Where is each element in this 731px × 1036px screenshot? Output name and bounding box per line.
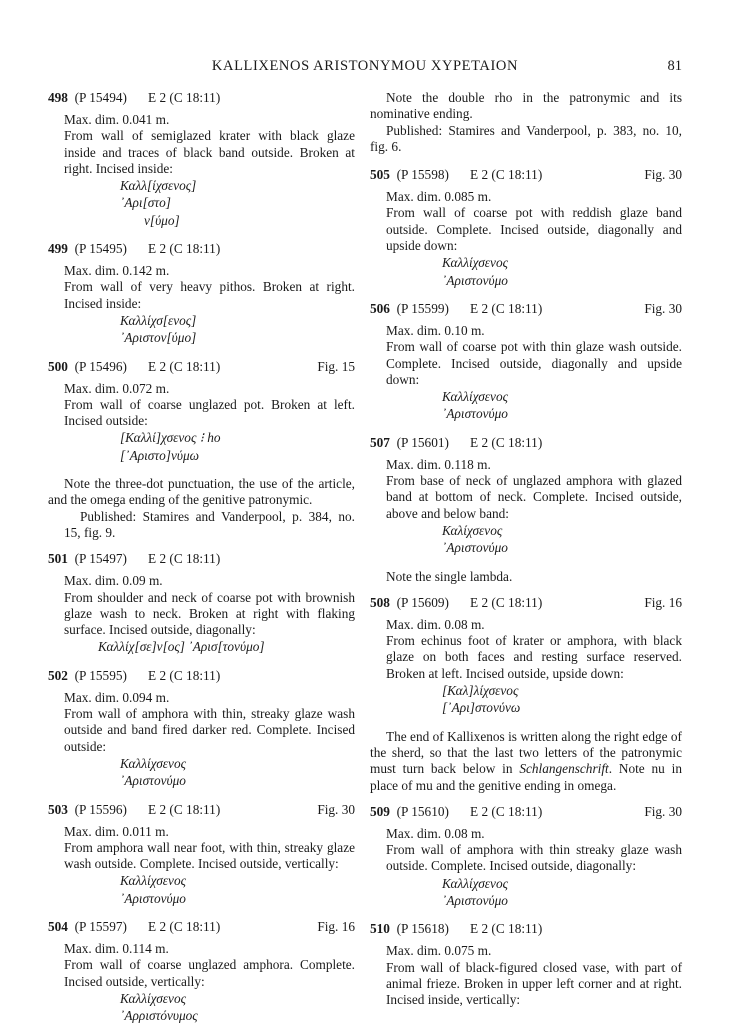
deposit-context: E 2 (C 18:11) (148, 90, 221, 105)
inscription-line: Καλλίχ[σε]ν[ος] ᾿Αρισ[τονύμο] (98, 639, 265, 655)
inscription (386, 523, 682, 557)
inscription-line: ᾿Αριστον[ύμο] (120, 330, 197, 346)
commentary-508 (370, 729, 682, 794)
figure-reference: Fig. 30 (644, 803, 682, 819)
publication-504: Published: Stamires and Vanderpool, p. 383, no. 10, fig. 6. (370, 122, 682, 154)
catalogue-entry-498 (48, 90, 355, 229)
entry-heading (370, 804, 682, 820)
inscription (64, 873, 355, 907)
inventory-number: (P 15598) (396, 167, 449, 183)
entry-heading (48, 668, 355, 684)
catalogue-entry-502 (48, 668, 355, 790)
inscription (64, 430, 355, 464)
entry-number: 507 (370, 434, 390, 450)
inscription (64, 991, 355, 1025)
description-text: From wall of coarse pot with reddish glaze band outside. Complete. Incised outside, diagonally and upside down: (386, 205, 682, 254)
dimension-text: Max. dim. 0.011 m. (64, 823, 169, 839)
entry-heading (48, 241, 355, 257)
inscription-line: [Καλλί]χσενος ⁝ ho (120, 430, 221, 446)
catalogue-entry-507 (370, 435, 682, 557)
inscription-line: [᾿Αρι]στονύνω (442, 700, 521, 716)
entry-body (370, 457, 682, 557)
inventory-number: (P 15494) (74, 90, 127, 105)
entry-body (48, 263, 355, 346)
commentary-507 (370, 569, 682, 585)
inscription (386, 389, 682, 423)
commentary-500 (48, 476, 355, 541)
inventory-number: (P 15496) (74, 358, 127, 374)
publication-500: Published: Stamires and Vanderpool, p. 384, no. 15, fig. 9. (64, 508, 355, 540)
figure-reference: Fig. 30 (644, 300, 682, 316)
note-500: Note the three-dot punctuation, the use of the article, and the omega ending of the genitive patronymic. (48, 476, 355, 508)
entry-number: 501 (48, 551, 68, 567)
inscription-line: ᾿Αριστονύμο (442, 406, 508, 422)
inscription (386, 255, 682, 289)
figure-reference: Fig. 30 (317, 801, 355, 817)
entry-heading (48, 551, 355, 567)
entry-number: 502 (48, 667, 68, 683)
dimension-text: Max. dim. 0.10 m. (386, 322, 485, 338)
inscription-line: ᾿Αριστονύμο (442, 892, 508, 908)
inventory-number: (P 15595) (74, 667, 127, 683)
entry-heading (370, 301, 682, 317)
dimension-text: Max. dim. 0.08 m. (386, 825, 485, 841)
inscription-line: Καλλίχσενος (442, 389, 508, 405)
inscription-line: Καλλίχσενος (442, 255, 508, 271)
inscription (386, 876, 682, 910)
left-column (48, 90, 355, 1036)
catalogue-entry-499 (48, 241, 355, 346)
description-text: From wall of coarse unglazed pot. Broken at left. Incised outside: (64, 396, 355, 429)
inscription-line: Καλλίχσενος (120, 873, 186, 889)
note-508-part: The end of Kallixenos is written along the right edge of the sherd, so that the last two letters of the patronymic must turn back below in (370, 728, 682, 777)
running-title: KALLIXENOS ARISTONYMOU XYPETAION (211, 58, 519, 74)
inscription-line: Καλλίχσενος (120, 990, 186, 1006)
inscription-line: ᾿Αριστονύμο (120, 773, 186, 789)
dimension-text: Max. dim. 0.08 m. (386, 616, 485, 632)
inscription-line: Καλλίχσενος (442, 875, 508, 891)
catalogue-entry-504 (48, 919, 355, 1024)
catalogue-entry-508 (370, 595, 682, 717)
deposit-context: E 2 (C 18:11) (470, 167, 543, 183)
description-text: From wall of semiglazed krater with black glaze inside and traces of black band outside. Broken at right. Incised inside: (64, 128, 355, 176)
inscription (64, 756, 355, 790)
entry-number: 506 (370, 300, 390, 316)
deposit-context: E 2 (C 18:11) (148, 551, 221, 567)
entry-body (370, 826, 682, 909)
note-508-term: Schlangenschrift (519, 761, 609, 777)
inscription-line: [Καλ]λίχσενος (442, 683, 519, 699)
entry-number: 498 (48, 90, 68, 105)
inventory-number: (P 15495) (74, 241, 127, 257)
catalogue-entry-500 (48, 359, 355, 464)
inventory-number: (P 15618) (396, 921, 449, 937)
dimension-text: Max. dim. 0.094 m. (64, 689, 170, 705)
entry-heading (370, 921, 682, 937)
inscription-line: Καλλίχσενος (120, 755, 186, 771)
entry-body (370, 943, 682, 1008)
description-text: From wall of coarse pot with thin glaze wash outside. Complete. Incised outside, diagonally and upside down: (386, 339, 682, 387)
entry-heading (370, 435, 682, 451)
entry-body (48, 941, 355, 1024)
inscription-line: [᾿Αριστο]νύμω (120, 447, 200, 463)
entry-body (48, 573, 355, 655)
description-text: From wall of amphora with thin streaky glaze wash outside. Complete. Incised outside, diagonally: (386, 842, 682, 874)
entry-number: 503 (48, 801, 68, 817)
entry-heading (48, 359, 355, 375)
description-text: From shoulder and neck of coarse pot with brownish glaze wash to neck. Broken at right with flaking surface. Incised outside, diagonally: (64, 589, 355, 638)
description-text: From base of neck of unglazed amphora with glazed band at bottom of neck. Complete. Incised outside, above and below band: (386, 473, 682, 521)
entry-body (370, 617, 682, 717)
inventory-number: (P 15596) (74, 801, 127, 817)
inscription (64, 178, 355, 212)
deposit-context: E 2 (C 18:11) (148, 667, 221, 683)
catalogue-entry-505 (370, 167, 682, 289)
page-number: 81 (667, 58, 682, 74)
catalogue-entry-501 (48, 551, 355, 655)
figure-reference: Fig. 16 (317, 918, 355, 934)
description-text: From wall of coarse unglazed amphora. Complete. Incised outside, vertically: (64, 957, 355, 989)
figure-reference: Fig. 30 (644, 167, 682, 183)
dimension-text: Max. dim. 0.072 m. (64, 380, 170, 396)
inscription-line: ᾿Αριστονύμο (442, 540, 508, 556)
note-508 (370, 729, 682, 794)
deposit-context: E 2 (C 18:11) (148, 801, 221, 817)
deposit-context: E 2 (C 18:11) (470, 434, 543, 450)
dimension-text: Max. dim. 0.09 m. (64, 573, 163, 589)
entry-heading (48, 919, 355, 935)
inscription-continuation (64, 213, 355, 229)
inventory-number: (P 15609) (396, 594, 449, 610)
running-header (48, 58, 682, 80)
deposit-context: E 2 (C 18:11) (470, 921, 543, 937)
deposit-context: E 2 (C 18:11) (470, 300, 543, 316)
entry-heading (370, 595, 682, 611)
entry-number: 499 (48, 241, 68, 257)
figure-reference: Fig. 16 (644, 594, 682, 610)
note-508-part: . Note nu in place of mu and the genitive ending in omega. (370, 761, 682, 793)
right-column (370, 90, 682, 1020)
entry-body (48, 381, 355, 464)
description-text: From wall of very heavy pithos. Broken at right. Incised inside: (64, 279, 355, 311)
description-text: From wall of black-figured closed vase, with part of animal frieze. Broken in upper left corner and at right. Incised inside, vertically: (386, 959, 682, 1008)
dimension-text: Max. dim. 0.041 m. (64, 112, 170, 127)
deposit-context: E 2 (C 18:11) (148, 241, 221, 257)
description-text: From wall of amphora with thin, streaky glaze wash outside and band fired darker red. Complete. Incised outside: (64, 706, 355, 754)
inventory-number: (P 15610) (396, 803, 449, 819)
continued-note (370, 90, 682, 155)
note-504: Note the double rho in the patronymic and its nominative ending. (370, 90, 682, 122)
note-507: Note the single lambda. (386, 568, 513, 584)
dimension-text: Max. dim. 0.118 m. (386, 456, 491, 472)
entry-heading (370, 167, 682, 183)
inscription-line: ν[ύμο] (144, 212, 180, 228)
inventory-number: (P 15597) (74, 918, 127, 934)
dimension-text: Max. dim. 0.114 m. (64, 940, 169, 956)
inscription (64, 313, 355, 347)
entry-number: 509 (370, 803, 390, 819)
catalogue-entry-506 (370, 301, 682, 423)
inscription-line: Καλλ[ίχσενος] (120, 178, 197, 194)
entry-heading (48, 90, 355, 106)
dimension-text: Max. dim. 0.075 m. (386, 943, 492, 959)
deposit-context: E 2 (C 18:11) (148, 358, 221, 374)
catalogue-entry-503 (48, 802, 355, 907)
entry-number: 504 (48, 918, 68, 934)
figure-reference: Fig. 15 (317, 358, 355, 374)
entry-number: 508 (370, 594, 390, 610)
inscription-line: Καλλίχσ[ενος] (120, 312, 197, 328)
catalogue-entry-509 (370, 804, 682, 909)
inventory-number: (P 15599) (396, 300, 449, 316)
entry-heading (48, 802, 355, 818)
entry-body (370, 323, 682, 423)
inventory-number: (P 15601) (396, 434, 449, 450)
entry-body (370, 189, 682, 289)
description-text: From amphora wall near foot, with thin, streaky glaze wash outside. Complete. Incised outside, vertically: (64, 839, 355, 872)
inscription (64, 639, 355, 655)
catalogue-entry-510 (370, 921, 682, 1008)
inscription-line: ᾿Αρριστόνυμος (120, 1008, 198, 1024)
inscription-line: ᾿Αρι[στο] (120, 195, 171, 211)
dimension-text: Max. dim. 0.085 m. (386, 189, 492, 205)
right-entries (370, 167, 682, 1008)
deposit-context: E 2 (C 18:11) (148, 918, 221, 934)
entry-body (48, 824, 355, 907)
inventory-number: (P 15497) (74, 551, 127, 567)
entry-number: 510 (370, 921, 390, 937)
entry-body (48, 112, 355, 229)
entry-number: 505 (370, 167, 390, 183)
inscription (386, 683, 682, 717)
entry-body (48, 690, 355, 790)
inscription-line: ᾿Αριστονύμο (442, 272, 508, 288)
dimension-text: Max. dim. 0.142 m. (64, 263, 170, 279)
deposit-context: E 2 (C 18:11) (470, 594, 543, 610)
inscription-line: Καλίχσενος (442, 522, 503, 538)
deposit-context: E 2 (C 18:11) (470, 803, 543, 819)
entry-number: 500 (48, 358, 68, 374)
inscription-line: ᾿Αριστονύμο (120, 890, 186, 906)
description-text: From echinus foot of krater or amphora, with black glaze on both faces and resting surface reserved. Broken at left. Incised outside, upside down: (386, 633, 682, 681)
